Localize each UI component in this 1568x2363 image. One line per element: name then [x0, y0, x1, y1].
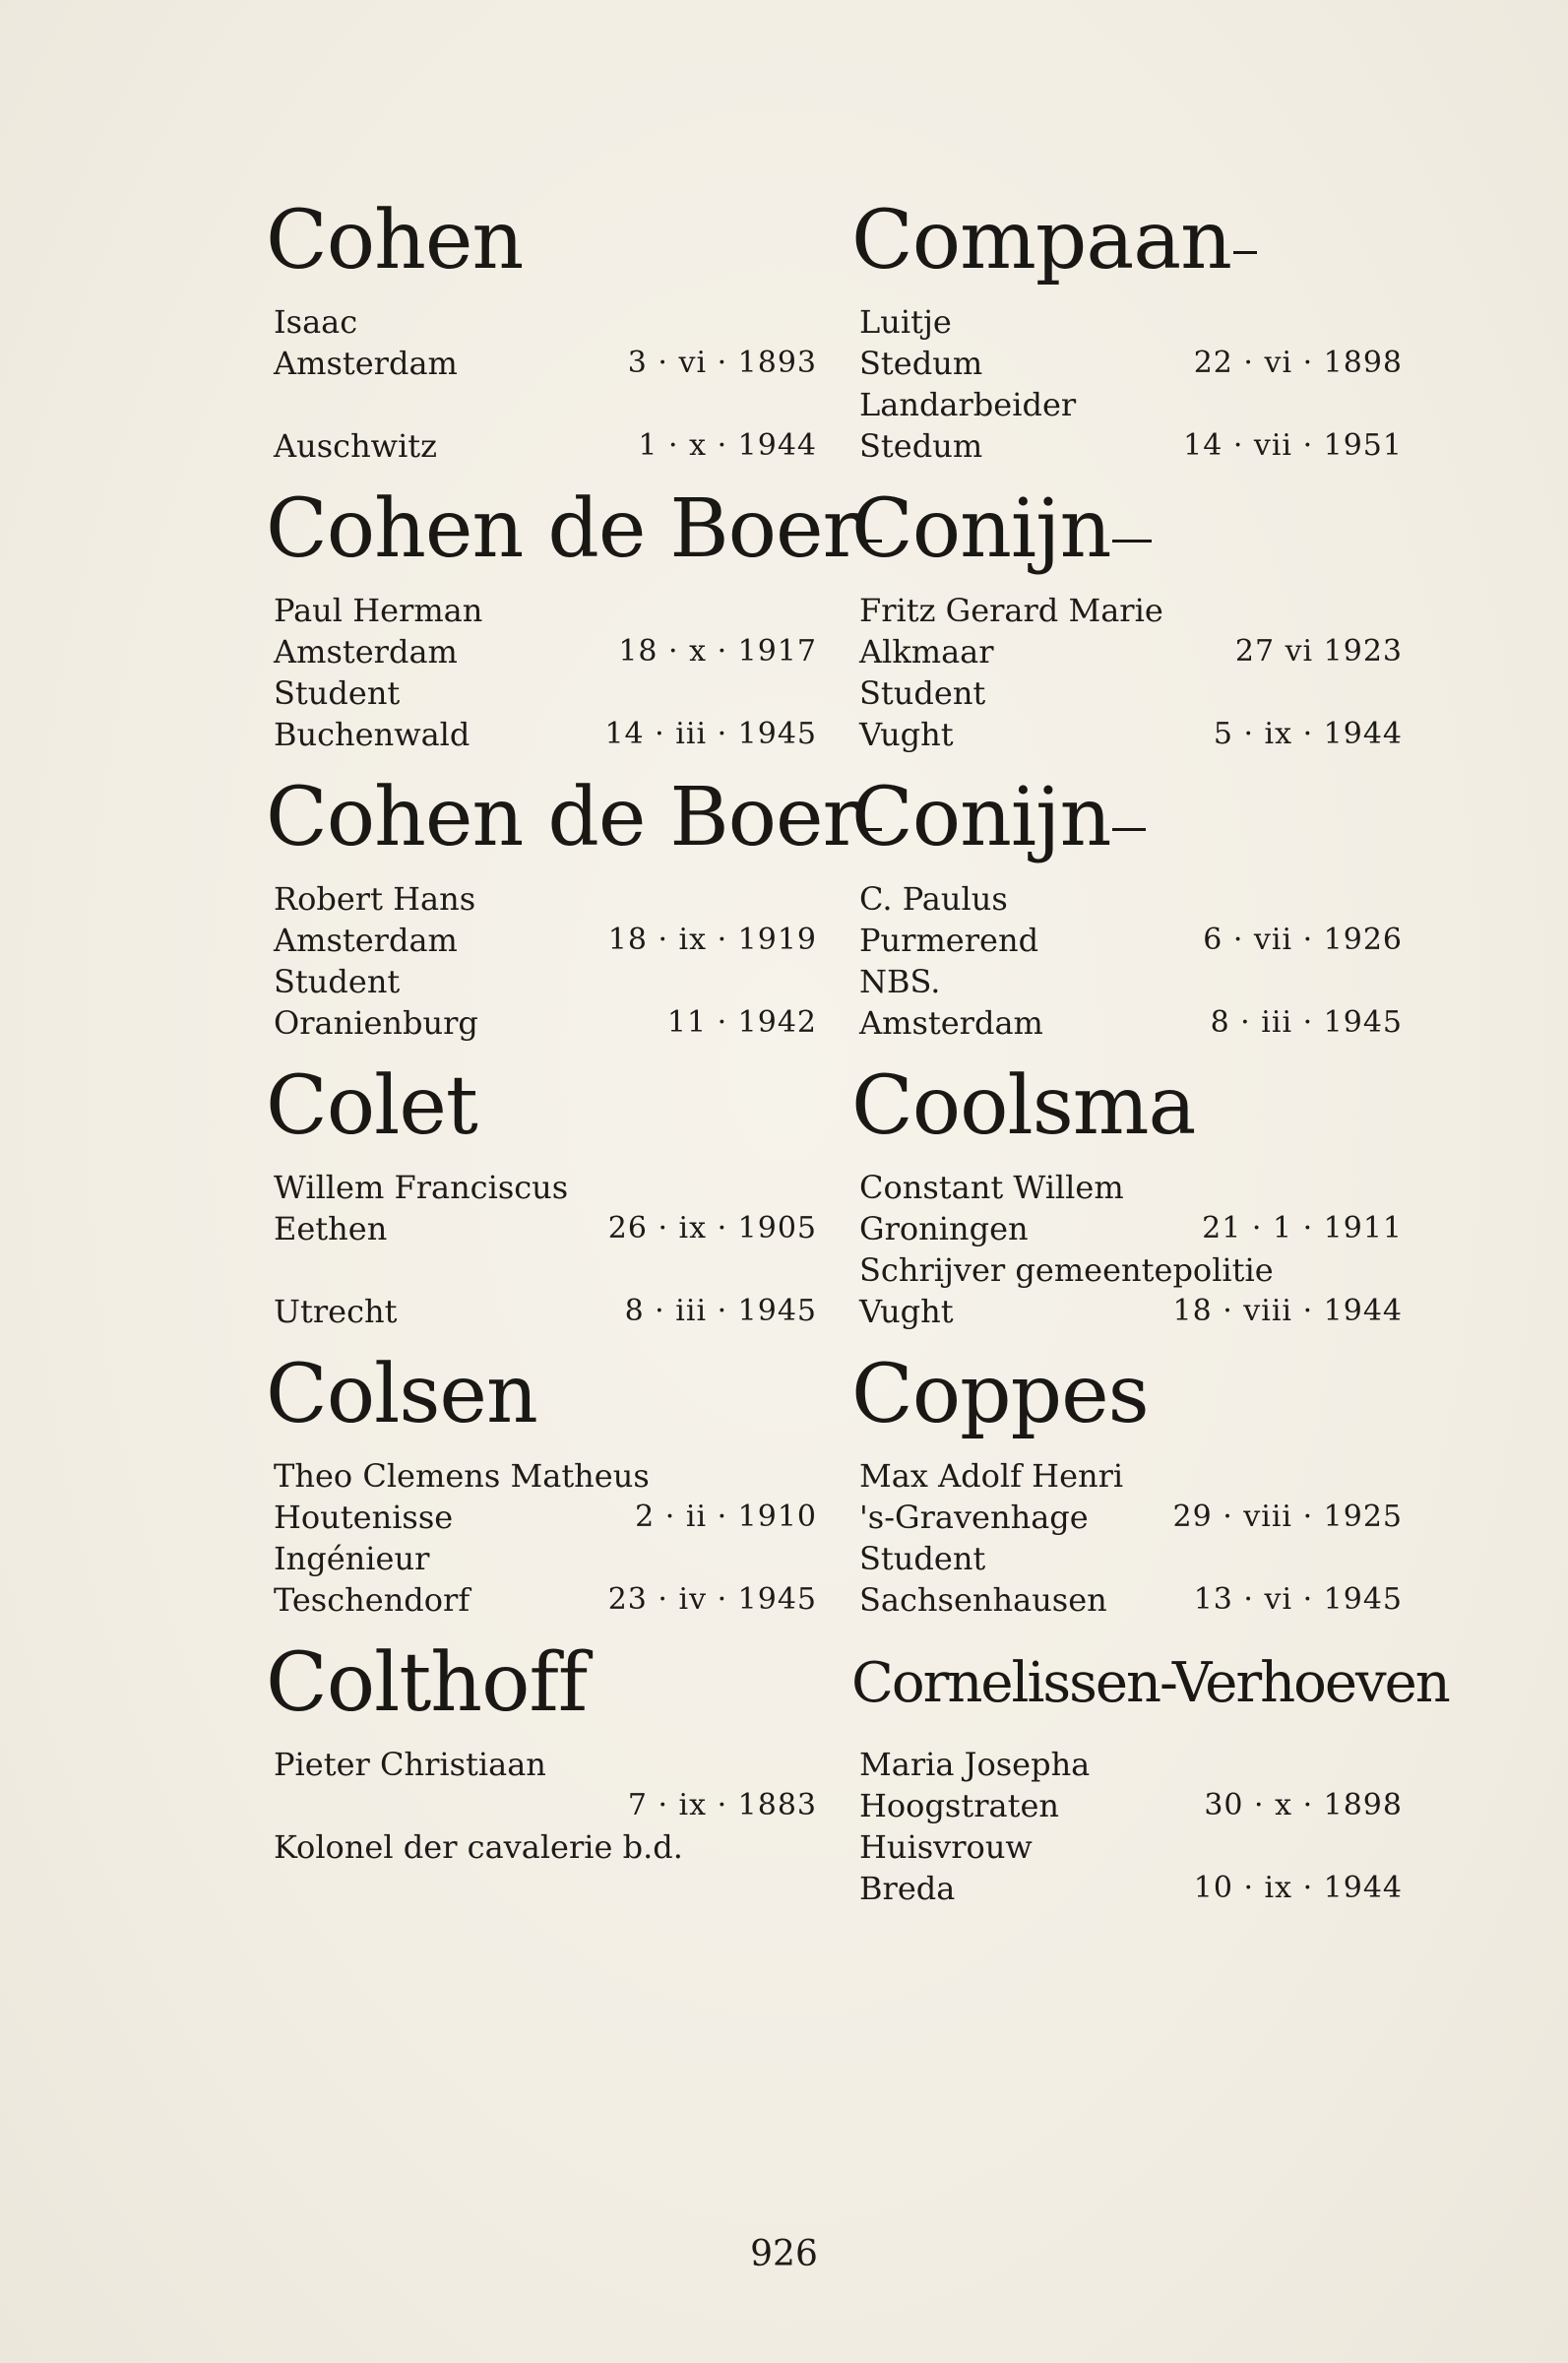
given-names: Fritz Gerard Marie: [859, 592, 1163, 629]
entry-line: [859, 632, 1403, 671]
death-date: 10 · ix · 1944: [1193, 1871, 1403, 1905]
entry-line: [274, 715, 817, 754]
entry-line: [859, 344, 1403, 383]
death-date: 14 · vii · 1951: [1183, 428, 1403, 463]
birth-place: Amsterdam: [274, 633, 458, 671]
entry-colet: [266, 1057, 817, 1343]
death-date: 18 · viii · 1944: [1172, 1294, 1403, 1328]
occupation: NBS.: [859, 963, 941, 1000]
entry-line: [274, 591, 817, 630]
surname-flourish: [1112, 828, 1146, 831]
given-names: Theo Clemens Matheus: [274, 1457, 650, 1495]
occupation: Ingénieur: [274, 1540, 430, 1577]
surname: Conijn: [851, 480, 1152, 579]
entry-line: [859, 1168, 1403, 1207]
death-place: Utrecht: [274, 1293, 398, 1330]
birth-date: 21 · 1 · 1911: [1202, 1211, 1403, 1245]
surname: Cohen de Boer: [266, 480, 882, 579]
surname-flourish: [1233, 251, 1257, 254]
entry-line: [274, 1580, 817, 1620]
surname: Conijn: [851, 769, 1146, 867]
birth-place: Alkmaar: [859, 633, 994, 671]
entry-line: [274, 962, 817, 1001]
death-date: 13 · vi · 1945: [1193, 1582, 1403, 1617]
surname: Coppes: [851, 1348, 1149, 1441]
entry-line: [859, 1498, 1403, 1537]
entry-line: [859, 879, 1403, 919]
birth-date: 29 · viii · 1925: [1172, 1500, 1403, 1534]
surname-flourish: [1112, 540, 1152, 543]
death-place: Teschendorf: [274, 1581, 470, 1619]
entry-cohen: [266, 192, 817, 478]
entry-line: [274, 921, 817, 960]
death-place: Auschwitz: [274, 427, 438, 465]
death-place: Sachsenhausen: [859, 1581, 1107, 1619]
entry-line: [274, 1539, 817, 1578]
entry-line: [859, 302, 1403, 342]
death-place: Vught: [859, 1293, 954, 1330]
birth-date: 2 · ii · 1910: [635, 1500, 817, 1534]
entry-line: [274, 344, 817, 383]
given-names: Isaac: [274, 303, 358, 341]
surname: Cohen de Boer: [266, 769, 882, 867]
birth-place: Eethen: [274, 1210, 388, 1247]
given-names: Pieter Christiaan: [274, 1746, 546, 1783]
entry-line: [274, 426, 817, 466]
given-names: Luitje: [859, 303, 952, 341]
occupation: Huisvrouw: [859, 1828, 1033, 1866]
birth-date: 30 · x · 1898: [1204, 1788, 1403, 1822]
death-date: 8 · iii · 1945: [1210, 1005, 1403, 1040]
given-names: Willem Franciscus: [274, 1169, 569, 1206]
entry-line: [274, 1456, 817, 1496]
death-date: 14 · iii · 1945: [604, 717, 817, 751]
given-names: Robert Hans: [274, 880, 476, 918]
occupation: Kolonel der cavalerie b.d.: [274, 1828, 683, 1866]
entry-line: [859, 1003, 1403, 1043]
death-place: Breda: [859, 1870, 956, 1907]
birth-date: 18 · x · 1917: [618, 634, 817, 669]
entry-line: [859, 1539, 1403, 1578]
birth-date: 26 · ix · 1905: [607, 1211, 817, 1245]
entry-line: [274, 879, 817, 919]
birth-place: Groningen: [859, 1210, 1029, 1247]
surname: Colthoff: [266, 1636, 588, 1730]
entry-line: [859, 1869, 1403, 1908]
birth-date: 27 vi 1923: [1234, 634, 1403, 669]
entry-line: [274, 1209, 817, 1248]
occupation: Landarbeider: [859, 386, 1077, 423]
entry-line: [274, 632, 817, 671]
entry-compaan: [851, 192, 1403, 478]
birth-date: 6 · vii · 1926: [1203, 923, 1403, 957]
entry-cohen-de-boer-paul: [266, 480, 860, 766]
death-place: Vught: [859, 716, 954, 753]
entry-line: [274, 1498, 817, 1537]
surname: Colet: [266, 1059, 477, 1153]
death-place: Buchenwald: [274, 716, 470, 753]
entry-cornelissen-verhoeven: [851, 1634, 1449, 1920]
birth-date: 22 · vi · 1898: [1193, 346, 1403, 380]
death-place: Stedum: [859, 427, 983, 465]
entry-conijn-fritz: [851, 480, 1403, 766]
entry-colsen: [266, 1346, 817, 1631]
entry-colthoff: [266, 1634, 817, 1920]
occupation: Schrijver gemeentepolitie: [859, 1251, 1274, 1289]
birth-date: 3 · vi · 1893: [627, 346, 817, 380]
given-names: Maria Josepha: [859, 1746, 1091, 1783]
entry-line: [859, 1292, 1403, 1331]
given-names: Constant Willem: [859, 1169, 1124, 1206]
entry-line: [274, 1745, 817, 1784]
entry-line: [859, 962, 1403, 1001]
occupation: Student: [274, 674, 401, 712]
death-date: 11 · 1942: [666, 1005, 817, 1040]
entry-line: [274, 1786, 817, 1825]
entry-line: [274, 1827, 817, 1867]
entry-line: [859, 673, 1403, 713]
entry-line: [859, 921, 1403, 960]
death-date: 8 · iii · 1945: [624, 1294, 817, 1328]
entry-line: [274, 1168, 817, 1207]
surname: Cornelissen-Verhoeven: [851, 1651, 1449, 1715]
entry-coppes: [851, 1346, 1403, 1631]
birth-place: Houtenisse: [274, 1499, 454, 1536]
entry-line: [859, 591, 1403, 630]
death-date: 5 · ix · 1944: [1213, 717, 1403, 751]
surname: Coolsma: [851, 1059, 1196, 1153]
entry-line: [274, 302, 817, 342]
entry-line: [859, 1745, 1403, 1784]
entry-line: [859, 1456, 1403, 1496]
page-number: 926: [750, 2234, 818, 2274]
entry-line: [274, 1003, 817, 1043]
entry-coolsma: [851, 1057, 1403, 1343]
entry-line: [274, 1292, 817, 1331]
death-place: Oranienburg: [274, 1004, 478, 1042]
entry-line: [274, 673, 817, 713]
birth-place: Amsterdam: [274, 345, 458, 382]
birth-place: Hoogstraten: [859, 1787, 1059, 1824]
entry-line: [859, 1250, 1403, 1290]
birth-place: Stedum: [859, 345, 983, 382]
birth-place: 's-Gravenhage: [859, 1499, 1089, 1536]
entry-line: [859, 1209, 1403, 1248]
entry-line: [859, 715, 1403, 754]
entry-line: [859, 1580, 1403, 1620]
death-date: 23 · iv · 1945: [607, 1582, 817, 1617]
entry-line: [859, 385, 1403, 424]
entry-line: [859, 426, 1403, 466]
entry-cohen-de-boer-robert: [266, 769, 860, 1054]
occupation: Student: [859, 674, 986, 712]
death-place: Amsterdam: [859, 1004, 1043, 1042]
given-names: Paul Herman: [274, 592, 483, 629]
surname: Cohen: [266, 194, 524, 287]
surname: Compaan: [851, 192, 1257, 290]
death-date: 1 · x · 1944: [638, 428, 817, 463]
birth-place: Amsterdam: [274, 922, 458, 959]
occupation: Student: [859, 1540, 986, 1577]
occupation: Student: [274, 963, 401, 1000]
entry-line: [859, 1786, 1403, 1825]
birth-date: 18 · ix · 1919: [607, 923, 817, 957]
given-names: C. Paulus: [859, 880, 1008, 918]
entry-line: [859, 1827, 1403, 1867]
surname: Colsen: [266, 1348, 537, 1441]
given-names: Max Adolf Henri: [859, 1457, 1124, 1495]
birth-place: Purmerend: [859, 922, 1039, 959]
birth-date: 7 · ix · 1883: [627, 1788, 817, 1822]
entry-conijn-paulus: [851, 769, 1403, 1054]
